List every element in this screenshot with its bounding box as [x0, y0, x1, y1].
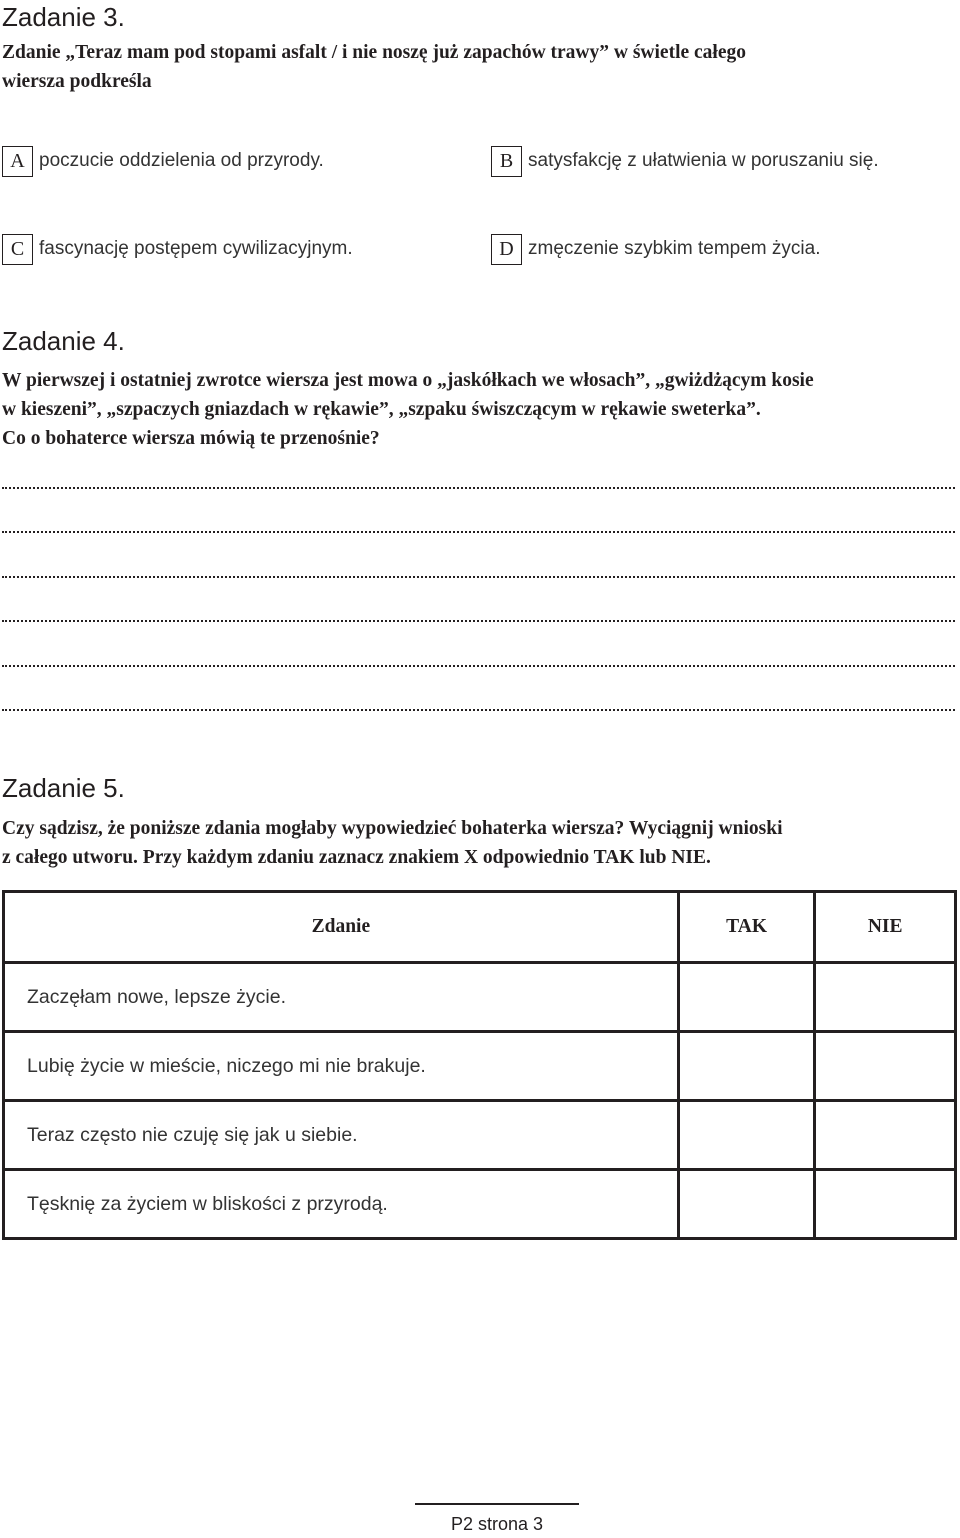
task3-question-line: wiersza podkreśla [2, 71, 152, 92]
task5-question-line: Czy sądzisz, że poniższe zdania mogłaby wypowiedzieć bohaterka wiersza? Wyciągnij wnioski [2, 818, 783, 839]
column-header-no: NIE [815, 892, 956, 963]
answer-line[interactable] [2, 709, 955, 711]
statement-cell: Tęsknię za życiem w bliskości z przyrodą. [4, 1170, 679, 1239]
no-answer-cell[interactable] [815, 1101, 956, 1170]
task4-heading: Zadanie 4. [2, 326, 125, 356]
task4-question-line: W pierwszej i ostatniej zwrotce wiersza jest mowa o „jaskółkach we włosach”, „gwiżdżącym kosie [2, 370, 814, 391]
task5-question [2, 814, 783, 872]
task3-heading: Zadanie 3. [2, 2, 125, 32]
task4-question [2, 366, 814, 453]
task4-question-line: w kieszeni”, „szpaczych gniazdach w rękawie”, „szpaku świszczącym w rękawie sweterka”. [2, 399, 761, 420]
option-b-text: satysfakcję z ułatwienia w poruszaniu się. [528, 150, 879, 171]
answer-line[interactable] [2, 531, 955, 533]
option-a-letter-box[interactable]: A [2, 146, 33, 177]
task5-heading: Zadanie 5. [2, 773, 125, 803]
answer-line[interactable] [2, 576, 955, 578]
task5-question-line: z całego utworu. Przy każdym zdaniu zaznacz znakiem X odpowiednio TAK lub NIE. [2, 847, 711, 868]
option-c[interactable] [2, 232, 353, 266]
answer-table [2, 890, 957, 1240]
page-number: P2 strona 3 [450, 1514, 544, 1534]
table-header-row [4, 892, 956, 963]
table-row [4, 1170, 956, 1239]
option-c-letter-box[interactable]: C [2, 234, 33, 265]
task4-question-line: Co o bohaterce wiersza mówią te przenośnie? [2, 428, 380, 449]
no-answer-cell[interactable] [815, 963, 956, 1032]
option-d-text: zmęczenie szybkim tempem życia. [528, 238, 821, 259]
table-row [4, 1032, 956, 1101]
table-row [4, 963, 956, 1032]
answer-line[interactable] [2, 620, 955, 622]
column-header-statement: Zdanie [4, 892, 679, 963]
option-c-text: fascynację postępem cywilizacyjnym. [39, 238, 353, 259]
option-d[interactable] [491, 232, 820, 266]
option-a[interactable] [2, 144, 324, 178]
task3-question [2, 38, 746, 96]
column-header-yes: TAK [678, 892, 815, 963]
footer-rule [415, 1503, 579, 1505]
yes-answer-cell[interactable] [678, 1101, 815, 1170]
statement-cell: Zaczęłam nowe, lepsze życie. [4, 963, 679, 1032]
option-d-letter-box[interactable]: D [491, 234, 522, 265]
yes-answer-cell[interactable] [678, 1170, 815, 1239]
answer-line[interactable] [2, 665, 955, 667]
yes-answer-cell[interactable] [678, 1032, 815, 1101]
no-answer-cell[interactable] [815, 1170, 956, 1239]
yes-answer-cell[interactable] [678, 963, 815, 1032]
no-answer-cell[interactable] [815, 1032, 956, 1101]
option-a-text: poczucie oddzielenia od przyrody. [39, 150, 324, 171]
table-row [4, 1101, 956, 1170]
task3-question-line: Zdanie „Teraz mam pod stopami asfalt / i nie noszę już zapachów trawy” w świetle całego [2, 42, 747, 63]
answer-line[interactable] [2, 487, 955, 489]
option-b[interactable] [491, 144, 879, 178]
statement-cell: Lubię życie w mieście, niczego mi nie brakuje. [4, 1032, 679, 1101]
option-b-letter-box[interactable]: B [491, 146, 522, 177]
statement-cell: Teraz często nie czuję się jak u siebie. [4, 1101, 679, 1170]
